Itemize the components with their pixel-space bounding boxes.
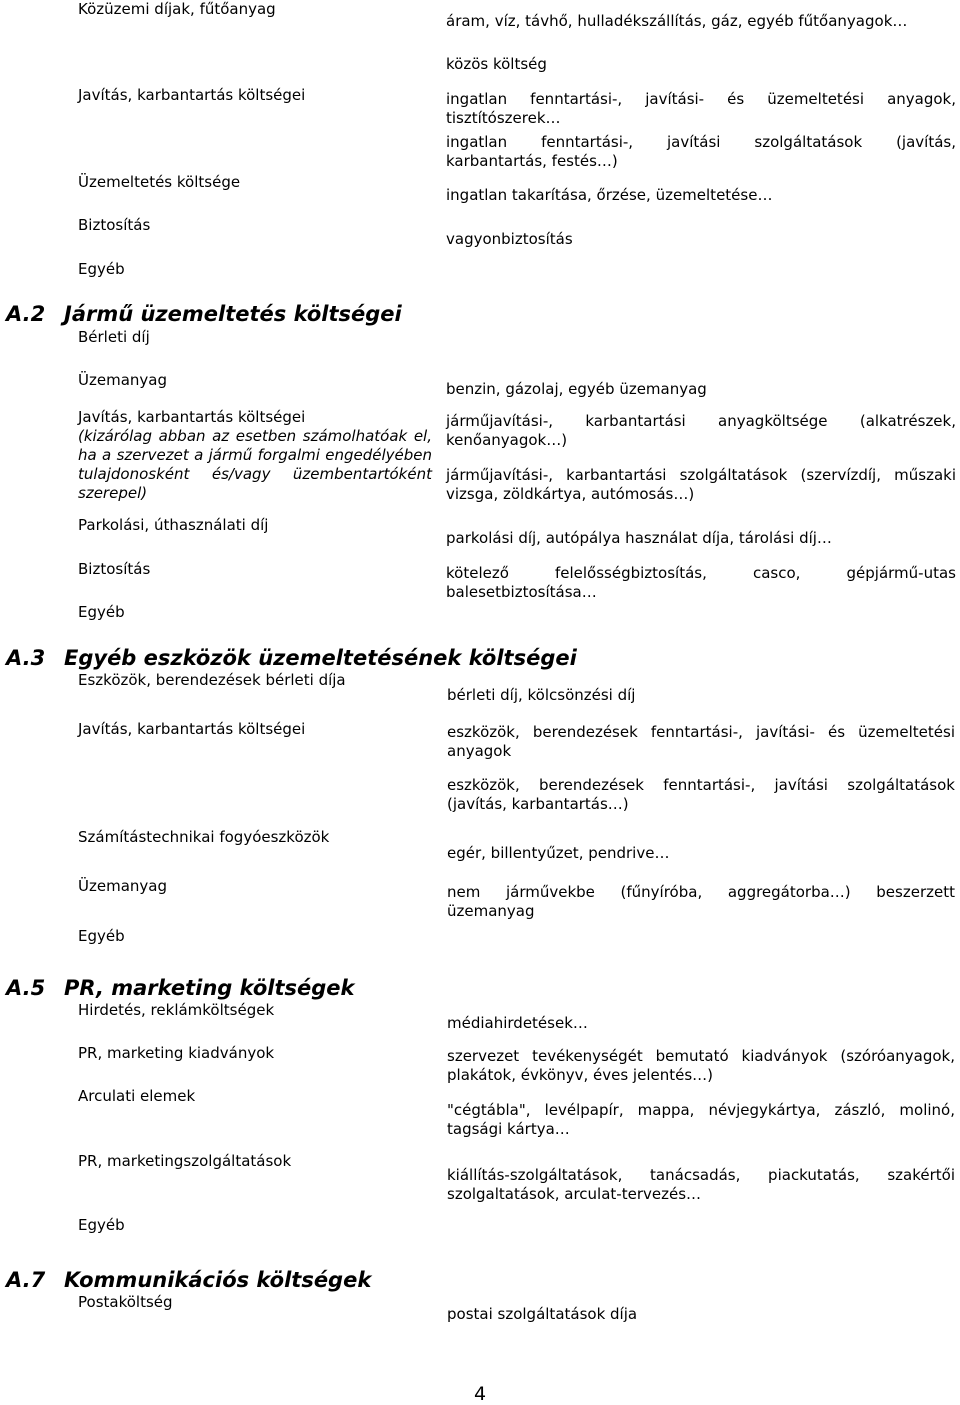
item-kiadvanyok: PR, marketing kiadványok <box>78 1044 275 1062</box>
desc-anyagok-line2: tisztítószerek… <box>446 109 561 127</box>
page-number: 4 <box>473 1383 487 1405</box>
item-eszkoz-egyeb: Egyéb <box>78 927 125 945</box>
item-egyeb: Egyéb <box>78 260 125 278</box>
desc-takaritas: ingatlan takarítása, őrzése, üzemeltetése… <box>446 186 773 204</box>
section-number-a2: A.2 <box>6 302 46 326</box>
section-title-a5: PR, marketing költségek <box>64 976 355 1000</box>
item-uzemanyag: Üzemanyag <box>78 371 167 389</box>
item-szamitastechnika: Számítástechnikai fogyóeszközök <box>78 828 330 846</box>
item-jarmu-biztositas: Biztosítás <box>78 560 151 578</box>
section-title-a7: Kommunikációs költségek <box>64 1268 372 1292</box>
desc-jarmu-anyag-line1: járműjavítási-, karbantartási anyagköltsége (alkatrészek, <box>446 412 956 430</box>
desc-eszkoz-uzemanyag-line1: nem járművekbe (fűnyíróba, aggregátorba…) beszerzett <box>447 883 955 901</box>
item-berleti: Bérleti díj <box>78 328 150 346</box>
item-hirdetes: Hirdetés, reklámköltségek <box>78 1001 275 1019</box>
desc-vagyon: vagyonbiztosítás <box>446 230 573 248</box>
desc-arculati-line2: tagsági kártya… <box>447 1120 570 1138</box>
item-parkolasi: Parkolási, úthasználati díj <box>78 516 269 534</box>
desc-kiadvanyok-line2: plakátok, évkönyv, éves jelentés…) <box>447 1066 714 1084</box>
desc-szolg-line1: ingatlan fenntartási-, javítási szolgáltatások (javítás, <box>446 133 956 151</box>
desc-eszkoz-anyag-line1: eszközök, berendezések fenntartási-, javítási- és üzemeltetési <box>447 723 955 741</box>
desc-jarmu-anyag-line2: kenőanyagok…) <box>446 431 568 449</box>
desc-szolg-line2: karbantartás, festés…) <box>446 152 618 170</box>
desc-parkolasi: parkolási díj, autópálya használat díja, tárolási díj… <box>446 529 832 547</box>
desc-eszkoz-berleti: bérleti díj, kölcsönzési díj <box>447 686 636 704</box>
item-biztositas: Biztosítás <box>78 216 151 234</box>
desc-jarmu-biztositas-line1: kötelező felelősségbiztosítás, casco, gépjármű-utas <box>446 564 956 582</box>
desc-jarmu-szolg-line1: járműjavítási-, karbantartási szolgáltatások (szervízdíj, műszaki <box>446 466 956 484</box>
item-postakoltseg: Postaköltség <box>78 1293 173 1311</box>
desc-benzin: benzin, gázolaj, egyéb üzemanyag <box>446 380 707 398</box>
desc-jarmu-szolg-line2: vizsga, zöldkártya, autómosás…) <box>446 485 695 503</box>
desc-pr-szolg-line2: szolgaltatások, arculat-tervezés… <box>447 1185 702 1203</box>
item-jarmu-egyeb: Egyéb <box>78 603 125 621</box>
desc-media: médiahirdetések… <box>447 1014 588 1032</box>
section-number-a3: A.3 <box>6 646 46 670</box>
desc-kiadvanyok-line1: szervezet tevékenységét bemutató kiadványok (szóróanyagok, <box>447 1047 955 1065</box>
desc-eszkoz-szolg-line1: eszközök, berendezések fenntartási-, javítási szolgáltatások <box>447 776 955 794</box>
item-pr-egyeb: Egyéb <box>78 1216 125 1234</box>
desc-eszkoz-uzemanyag-line2: üzemanyag <box>447 902 535 920</box>
section-number-a7: A.7 <box>6 1268 46 1292</box>
item-jarmu-javitas: Javítás, karbantartás költségei <box>78 408 306 426</box>
item-arculati: Arculati elemek <box>78 1087 196 1105</box>
item-eszkoz-uzemanyag: Üzemanyag <box>78 877 167 895</box>
item-eszkozok: Eszközök, berendezések bérleti díja <box>78 671 346 689</box>
desc-pr-szolg-line1: kiállítás-szolgáltatások, tanácsadás, piackutatás, szakértői <box>447 1166 955 1184</box>
item-javitas: Javítás, karbantartás költségei <box>78 86 306 104</box>
desc-eszkoz-szolg-line2: (javítás, karbantartás…) <box>447 795 629 813</box>
desc-aram: áram, víz, távhő, hulladékszállítás, gáz, egyéb fűtőanyagok… <box>446 12 908 30</box>
section-number-a5: A.5 <box>6 976 46 1000</box>
item-uzemeltetes: Üzemeltetés költsége <box>78 173 241 191</box>
section-title-a2: Jármű üzemeltetés költségei <box>64 302 402 326</box>
desc-eszkoz-anyag-line2: anyagok <box>447 742 512 760</box>
item-pr-szolgaltatasok: PR, marketingszolgáltatások <box>78 1152 292 1170</box>
desc-posta: postai szolgáltatások díja <box>447 1305 638 1323</box>
item-eszkoz-javitas: Javítás, karbantartás költségei <box>78 720 306 738</box>
section-title-a3: Egyéb eszközök üzemeltetésének költségei <box>64 646 577 670</box>
item-jarmu-javitas-note: (kizárólag abban az esetben számolhatóak el, ha a szervezet a jármű forgalmi engedélyében tulajdonosként és/vagy üzembentartóként szerepel) <box>78 427 432 502</box>
desc-arculati-line1: "cégtábla", levélpapír, mappa, névjegykártya, zászló, molinó, <box>447 1101 955 1119</box>
item-kozuzemi: Közüzemi díjak, fűtőanyag <box>78 0 276 18</box>
desc-eger: egér, billentyűzet, pendrive… <box>447 844 670 862</box>
desc-anyagok-line1: ingatlan fenntartási-, javítási- és üzemeltetési anyagok, <box>446 90 956 108</box>
desc-jarmu-biztositas-line2: balesetbiztosítása… <box>446 583 597 601</box>
desc-kozos: közös költség <box>446 55 547 73</box>
